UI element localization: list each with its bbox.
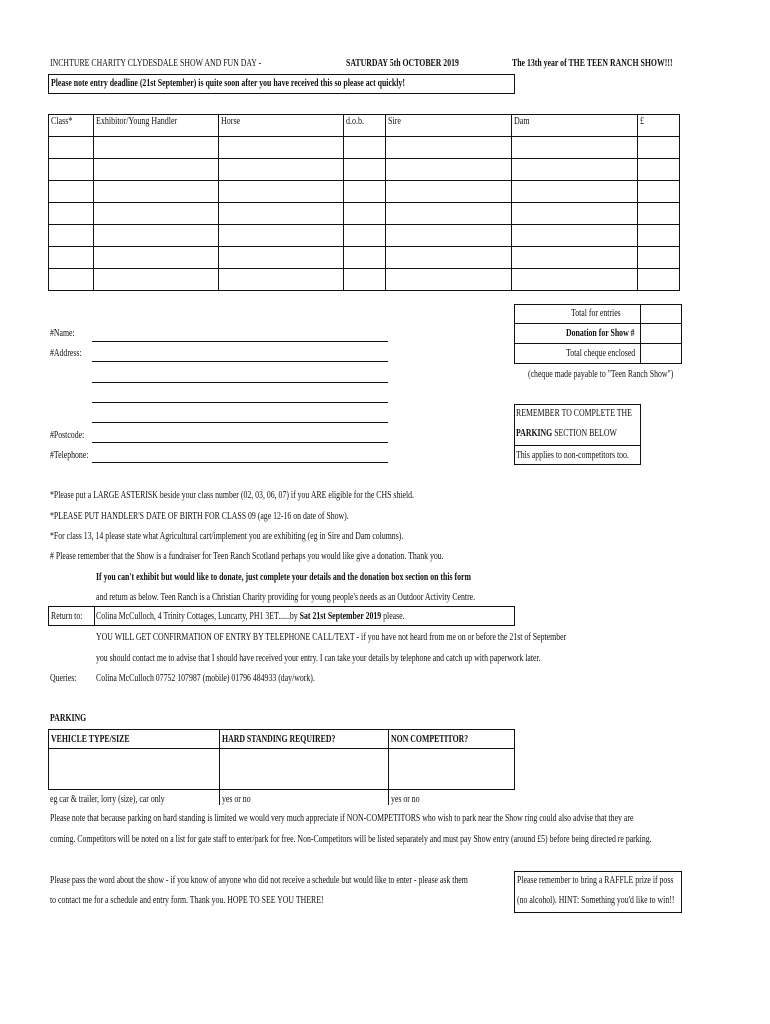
reminder-line2 xyxy=(516,428,617,440)
note-donation: # Please remember that the Show is a fundraiser for Teen Ranch Scotland perhaps you would like give a donation. Thank you. xyxy=(50,551,444,562)
confirmation-line2: you should contact me to advise that I should have received your entry. I can take your details by telephone and catch up with paperwork later. xyxy=(96,653,541,664)
hard-standing-label: HARD STANDING REQUIRED? xyxy=(222,734,336,745)
entries-header-row xyxy=(49,115,680,137)
queries-label: Queries: xyxy=(50,673,77,684)
postcode-label: #Postcode: xyxy=(50,430,85,441)
footer-line2: to contact me for a schedule and entry form. Thank you. HOPE TO SEE YOU THERE! xyxy=(50,895,324,906)
non-competitor-label: NON COMPETITOR? xyxy=(391,734,469,745)
hard-standing-example: yes or no xyxy=(222,794,251,805)
address-line-4[interactable] xyxy=(92,422,388,423)
return-label: Return to: xyxy=(51,611,83,622)
address-line-2[interactable] xyxy=(92,382,388,383)
col-horse: Horse xyxy=(219,115,344,137)
telephone-line[interactable] xyxy=(92,462,388,463)
telephone-label: #Telephone: xyxy=(50,450,89,461)
entry-row[interactable] xyxy=(49,225,680,247)
parking-divider-2 xyxy=(388,789,389,805)
col-dam: Dam xyxy=(512,115,638,137)
total-entries-label: Total for entries xyxy=(571,308,621,319)
address-line-1[interactable] xyxy=(92,361,388,362)
footer-line1: Please pass the word about the show - if you know of anyone who did not receive a schedule but would like to enter - please ask them xyxy=(50,875,468,886)
entry-row[interactable] xyxy=(49,181,680,203)
reminder-parking-word: PARKING xyxy=(516,428,553,439)
note-charity: and return as below. Teen Ranch is a Christian Charity providing for young people's needs as an Outdoor Activity Centre. xyxy=(96,592,476,603)
donation-label: Donation for Show # xyxy=(566,328,635,339)
col-sire: Sire xyxy=(386,115,512,137)
entry-row[interactable] xyxy=(49,203,680,225)
parking-note-1: Please note that because parking on hard standing is limited we would very much appreciate if NON-COMPETITORS who wish to park near the Show ring could also advise that they are xyxy=(50,813,634,824)
return-address xyxy=(96,611,405,623)
cheque-field[interactable] xyxy=(640,343,682,364)
name-line[interactable] xyxy=(92,341,388,342)
entry-row[interactable] xyxy=(49,159,680,181)
address-line-3[interactable] xyxy=(92,402,388,403)
vehicle-type-field[interactable] xyxy=(48,748,220,790)
hard-standing-field[interactable] xyxy=(219,748,389,790)
return-tail: please. xyxy=(381,611,405,622)
note-asterisk: *Please put a LARGE ASTERISK beside your class number (02, 03, 06, 07) if you ARE eligible for the CHS shield. xyxy=(50,490,414,501)
raffle-line1: Please remember to bring a RAFFLE prize if poss xyxy=(517,875,674,886)
cheque-label: Total cheque enclosed xyxy=(566,348,636,359)
queries-contact: Colina McCulloch 07752 107987 (mobile) 01796 484933 (day/work). xyxy=(96,673,315,684)
col-amount: £ xyxy=(638,115,680,137)
entries-table xyxy=(48,114,680,291)
name-label: #Name: xyxy=(50,328,75,339)
col-dob: d.o.b. xyxy=(344,115,386,137)
return-address-text: Colina McCulloch, 4 Trinity Cottages, Luncarty, PH1 3ET......by xyxy=(96,611,300,622)
reminder-line1: REMEMBER TO COMPLETE THE xyxy=(516,408,632,419)
col-exhibitor: Exhibitor/Young Handler xyxy=(94,115,219,137)
donation-field[interactable] xyxy=(640,323,682,344)
non-competitor-example: yes or no xyxy=(391,794,420,805)
note-handler-dob: *PLEASE PUT HANDLER'S DATE OF BIRTH FOR CLASS 09 (age 12-16 on date of Show). xyxy=(50,511,349,522)
vehicle-type-label: VEHICLE TYPE/SIZE xyxy=(51,734,130,745)
address-label: #Address: xyxy=(50,348,82,359)
event-date: SATURDAY 5th OCTOBER 2019 xyxy=(346,58,459,69)
parking-title: PARKING xyxy=(50,713,87,724)
year-note: The 13th year of THE TEEN RANCH SHOW!!! xyxy=(512,58,673,69)
raffle-line2: (no alcohol). HINT: Something you'd like to win!! xyxy=(517,895,675,906)
parking-divider-1 xyxy=(219,789,220,805)
confirmation-line1: YOU WILL GET CONFIRMATION OF ENTRY BY TELEPHONE CALL/TEXT - if you have not heard from me on or before the 21st of September xyxy=(96,632,567,643)
reminder-line2-rest: SECTION BELOW xyxy=(552,428,617,439)
postcode-line[interactable] xyxy=(92,442,388,443)
payable-note: (cheque made payable to "Teen Ranch Show") xyxy=(528,369,674,380)
entry-row[interactable] xyxy=(49,247,680,269)
entry-row[interactable] xyxy=(49,269,680,291)
parking-note-2: coming. Competitors will be noted on a list for gate staff to enter/park for free. Non-Competitors will be listed separately and must pay Show entry (around £5) before being directed re parking. xyxy=(50,834,652,845)
note-cart: *For class 13, 14 please state what Agricultural cart/implement you are exhibiting (eg in Sire and Dam columns). xyxy=(50,531,404,542)
non-competitor-field[interactable] xyxy=(388,748,515,790)
col-class: Class* xyxy=(49,115,94,137)
event-title: INCHTURE CHARITY CLYDESDALE SHOW AND FUN DAY - xyxy=(50,58,262,69)
return-deadline: Sat 21st September 2019 xyxy=(299,611,382,622)
vehicle-example: eg car & trailer, lorry (size), car only xyxy=(50,794,165,805)
entry-row[interactable] xyxy=(49,137,680,159)
note-donate-only: If you can't exhibit but would like to donate, just complete your details and the donation box section on this form xyxy=(96,572,471,583)
reminder-note: This applies to non-competitors too. xyxy=(516,450,629,461)
total-entries-field[interactable] xyxy=(640,304,682,324)
deadline-note: Please note entry deadline (21st September) is quite soon after you have received this so please act quickly! xyxy=(51,78,405,89)
